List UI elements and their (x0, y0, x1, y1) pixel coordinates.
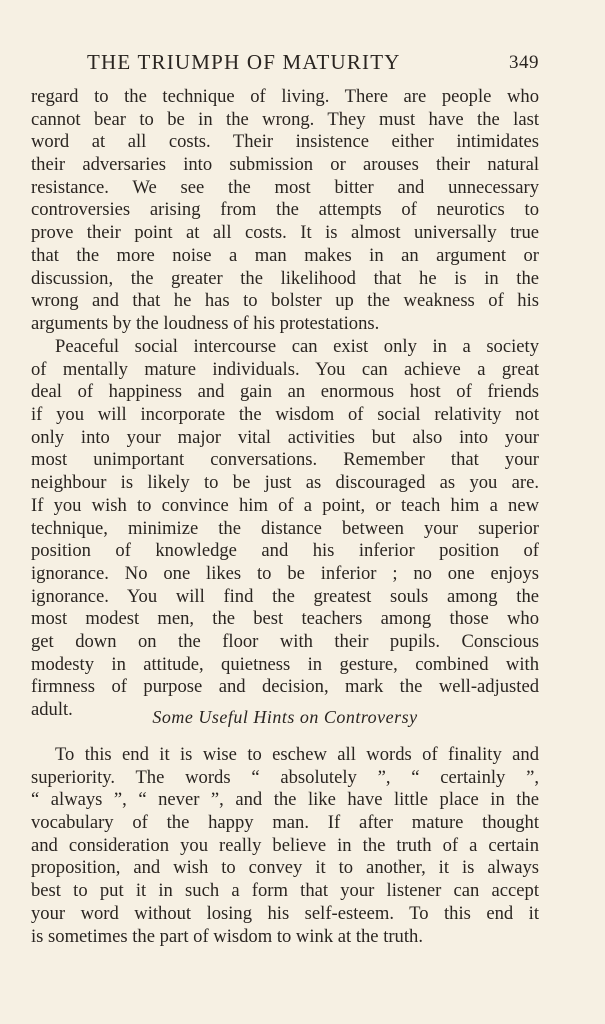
paragraph-1-line: wrong and that he has to bolster up the weakness of his (31, 290, 539, 312)
paragraph-1-line: word at all costs. Their insistence either intimidates (31, 131, 539, 153)
paragraph-3-line: is sometimes the part of wisdom to wink at the truth. (31, 925, 423, 947)
running-head (31, 50, 539, 78)
paragraph-2-line: firmness of purpose and decision, mark the well-adjusted (31, 676, 539, 698)
paragraph-2-line: ignorance. No one likes to be inferior ; no one enjoys (31, 562, 539, 584)
paragraph-1-line: resistance. We see the most bitter and unnecessary (31, 176, 539, 198)
running-title: THE TRIUMPH OF MATURITY (87, 50, 401, 74)
section-heading: Some Useful Hints on Controversy (152, 707, 418, 727)
paragraph-2-line: most unimportant conversations. Remember that your (31, 449, 539, 471)
paragraph-2-line: modesty in attitude, quietness in gesture, combined with (31, 653, 539, 675)
paragraph-2-line: position of knowledge and his inferior position of (31, 540, 539, 562)
paragraph-3-line: To this end it is wise to eschew all words of finality and (55, 744, 539, 765)
paragraph-1-line: cannot bear to be in the wrong. They must have the last (31, 108, 539, 130)
paragraph-3-line: proposition, and wish to convey it to another, it is always (31, 857, 539, 879)
paragraph-2-line: ignorance. You will find the greatest souls among the (31, 585, 539, 607)
page-number: 349 (509, 52, 539, 73)
paragraph-3-line: your word without losing his self-esteem. To this end it (31, 902, 539, 924)
paragraph-1-line: arguments by the loudness of his protestations. (31, 312, 380, 334)
paragraph-3-line: and consideration you really believe in the truth of a certain (31, 834, 539, 856)
paragraph-3-line: superiority. The words “ absolutely ”, “ certainly ”, (31, 766, 539, 788)
paragraph-2-line: of mentally mature individuals. You can achieve a great (31, 358, 539, 380)
paragraph-2-line: if you will incorporate the wisdom of social relativity not (31, 404, 539, 426)
paragraph-1-line: their adversaries into submission or arouses their natural (31, 154, 539, 176)
paragraph-1-line: prove their point at all costs. It is almost universally true (31, 222, 539, 244)
paragraph-2-line: only into your major vital activities but also into your (31, 426, 539, 448)
paragraph-1-line: controversies arising from the attempts of neurotics to (31, 199, 539, 221)
paragraph-2-line: Peaceful social intercourse can exist only in a society (55, 336, 539, 357)
paragraph-2-line: neighbour is likely to be just as discouraged as you are. (31, 472, 539, 494)
paragraph-2-line: get down on the floor with their pupils. Conscious (31, 630, 539, 652)
paragraph-3 (31, 744, 539, 948)
paragraph-3-line: vocabulary of the happy man. If after mature thought (31, 812, 539, 834)
paragraph-1-line: that the more noise a man makes in an argument or (31, 244, 539, 266)
paragraph-2-line: technique, minimize the distance between your superior (31, 517, 539, 539)
paragraph-2-line: If you wish to convince him of a point, or teach him a new (31, 494, 539, 516)
paragraph-1-line: discussion, the greater the likelihood that he is in the (31, 267, 539, 289)
paragraph-2-line: most modest men, the best teachers among those who (31, 608, 539, 630)
paragraph-2 (31, 336, 539, 722)
paragraph-3-line: best to put it in such a form that your listener can accept (31, 880, 539, 902)
paragraph-2-line: adult. (31, 699, 73, 720)
paragraph-2-line: deal of happiness and gain an enormous host of friends (31, 381, 539, 403)
paragraph-3-line: “ always ”, “ never ”, and the like have little place in the (31, 789, 539, 811)
paragraph-1-line: regard to the technique of living. There are people who (31, 86, 539, 107)
paragraph-1 (31, 86, 539, 336)
